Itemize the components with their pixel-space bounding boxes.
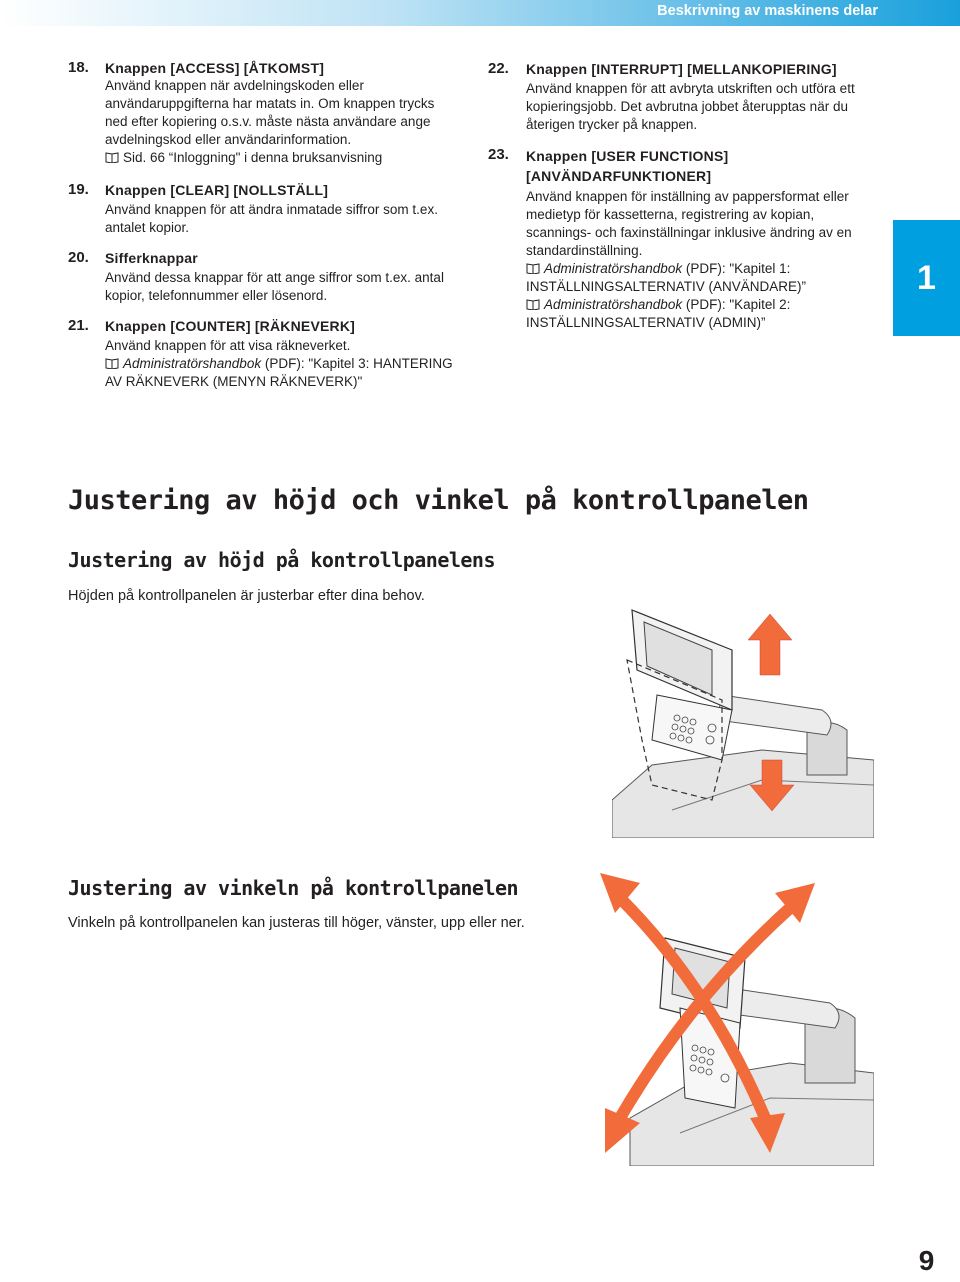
item-19-number: 19. [68, 181, 89, 198]
item-23-number: 23. [488, 146, 509, 163]
item-18-number: 18. [68, 59, 89, 76]
header-title: Beskrivning av maskinens delar [657, 3, 878, 19]
item-22-title: Knappen [INTERRUPT] [MELLANKOPIERING] [526, 61, 837, 77]
item-20-number: 20. [68, 249, 89, 266]
item-18-text: Använd knappen när avdelningskoden eller användaruppgifterna har matats in. Om knappen trycks ned efter kopiering o.s.v. måste nästa användare ange avdelningskod eller användarinformation. [105, 78, 435, 147]
item-18-title: Knappen [ACCESS] [ÅTKOMST] [105, 60, 325, 76]
item-18 [105, 59, 450, 167]
item-21 [105, 317, 460, 391]
subsection-height-title: Justering av höjd på kontrollpanelens [68, 548, 496, 572]
item-23 [526, 146, 866, 332]
item-22-number: 22. [488, 60, 509, 77]
section-title: Justering av höjd och vinkel på kontrollpanelen [68, 485, 809, 516]
chapter-tab: 1 [893, 220, 960, 336]
item-23-title: Knappen [USER FUNCTIONS] [ANVÄNDARFUNKTIONER] [526, 148, 729, 184]
item-21-ref: Administratörshandbok (PDF): "Kapitel 3: HANTERING AV RÄKNEVERK (MENYN RÄKNEVERK)" [105, 356, 453, 389]
item-21-title: Knappen [COUNTER] [RÄKNEVERK] [105, 318, 356, 334]
subsection-angle-text: Vinkeln på kontrollpanelen kan justeras till höger, vänster, upp eller ner. [68, 915, 525, 931]
item-18-ref: Sid. 66 “Inloggning" i denna bruksanvisning [105, 149, 450, 167]
subsection-angle-title: Justering av vinkeln på kontrollpanelen [68, 876, 519, 900]
book-icon [526, 299, 540, 310]
book-icon [105, 358, 119, 369]
item-21-text: Använd knappen för att visa räkneverket. [105, 338, 351, 353]
item-19 [105, 181, 460, 237]
item-23-ref1: Administratörshandbok (PDF): "Kapitel 1: INSTÄLLNINGSALTERNATIV (ANVÄNDARE)” [526, 261, 807, 294]
page-number: 9 [893, 1240, 960, 1282]
item-20 [105, 249, 460, 305]
subsection-height-text: Höjden på kontrollpanelen är justerbar efter dina behov. [68, 588, 425, 604]
angle-adjust-illustration [590, 868, 874, 1166]
height-adjust-illustration [612, 600, 874, 838]
item-20-title: Sifferknappar [105, 250, 198, 266]
item-22 [526, 60, 871, 134]
item-22-text: Använd knappen för att avbryta utskriften och utföra ett kopieringsjobb. Det avbrutna jobbet återupptas när du återigen trycker på knappen. [526, 81, 855, 132]
item-19-title: Knappen [CLEAR] [NOLLSTÄLL] [105, 182, 329, 198]
item-19-text: Använd knappen för att ändra inmatade siffror som t.ex. antalet kopior. [105, 202, 438, 235]
book-icon [105, 152, 119, 163]
item-21-number: 21. [68, 317, 89, 334]
item-20-text: Använd dessa knappar för att ange siffror som t.ex. antal kopior, telefonnummer eller lösenord. [105, 270, 444, 303]
item-23-ref2: Administratörshandbok (PDF): "Kapitel 2: INSTÄLLNINGSALTERNATIV (ADMIN)” [526, 297, 791, 330]
book-icon [526, 263, 540, 274]
item-23-text: Använd knappen för inställning av pappersformat eller medietyp för kassetterna, registrering av kopian, scannings- och faxinställningar inklusive ändring av en standardinställning. [526, 189, 852, 258]
